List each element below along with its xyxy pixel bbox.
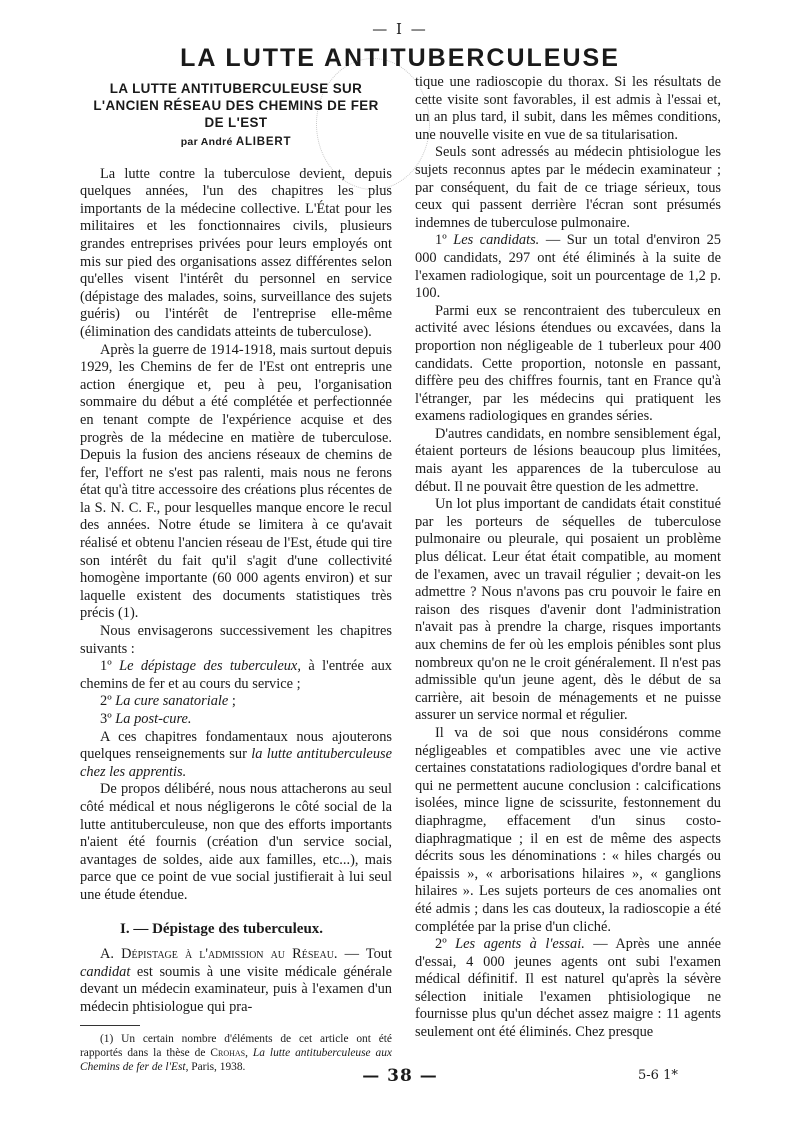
list-item: 2º La cure sanatoriale ; bbox=[100, 693, 236, 710]
paragraph: De propos délibéré, nous nous attacherons au seul côté médical et nous négligerons le côté social de la lutte antituberculeuse, non que des efforts importants n'aient été fournis (création d'un service social, avantages de soldes, aide aux familles, etc...), mais parce que ce point de vue social justifierait à lui seul une étude étendue. bbox=[80, 781, 392, 903]
paragraph: 1º Les candidats. — Sur un total d'environ 25 000 candidats, 297 ont été éliminés à la suite de l'examen radiologique, soit un pourcentage de 1,2 p. 100. bbox=[415, 232, 721, 302]
page-roman-numeral: — I — bbox=[372, 20, 428, 38]
page-number: — 38 — bbox=[362, 1066, 438, 1086]
paragraph: Parmi eux se rencontraient des tuberculeux en activité avec lésions étendues ou excavées, dans la proportion non négligeable de 1 tuberleux pour 400 candidats. Cette proportion, notonsle en passant, diffère peu des chiffres fournis, tant en France qu'à l'étranger, par les médecins qui pratiquent les examens radiologiques en grandes séries. bbox=[415, 302, 721, 425]
article-title-line: LA LUTTE ANTITUBERCULEUSE SUR bbox=[109, 81, 363, 96]
paragraph: A. Dépistage à l'admission au Réseau. — Tout candidat est soumis à une visite médicale générale devant un médecin examinateur, puis à l'examen d'un médecin phtisiologue qui pra- bbox=[80, 946, 392, 1015]
byline-author: ALIBERT bbox=[235, 136, 292, 148]
subsection-heading: A. Dépistage à l'admission au Réseau. bbox=[100, 946, 338, 963]
list-item: 1º Le dépistage des tuberculeux, à l'entrée aux chemins de fer et au cours du service ; bbox=[80, 658, 392, 692]
paragraph: tique une radioscopie du thorax. Si les résultats de cette visite sont favorables, il est admis à l'essai et, un an plus tard, il subit, dans les mêmes conditions, une nouvelle visite en vue de sa titularisation. bbox=[415, 74, 721, 143]
paragraph: 2º Les agents à l'essai. — Après une année d'essai, 4 000 jeunes agents ont subi l'examen médical définitif. Il est naturel qu'après la sévère sélection initiale l'examen phtisiologique ne fournisse plus qu'un déchet assez maigre : 11 agents seulement ont été éliminés. Chez presque bbox=[415, 936, 721, 1041]
left-column bbox=[80, 74, 392, 1074]
paragraph: A ces chapitres fondamentaux nous ajouterons quelques renseignements sur la lutte antituberculeuse chez les apprentis. bbox=[80, 728, 392, 780]
paragraph: Il va de soi que nous considérons comme négligeables et compatibles avec une vie active certaines constatations radiologiques d'ordre banal et qui ne permettent aucune conclusion : calcifications isolées, mince ligne de scissurite, festonnement du diaphragme, effacement d'un sinus costo-diaphragmatique ; il en est de même des aspects décrits sous les dénominations : « hiles chargés ou épaissis », « arborisations hilaires », « ganglions hilaires ». Les sujets porteurs de ces anomalies ont été admis ; dans les cas douteux, la radioscopie a été complétée par la prise d'un cliché. bbox=[415, 724, 721, 935]
byline bbox=[80, 134, 392, 152]
paragraph: Seuls sont adressés au médecin phtisiologue les sujets reconnus aptes par le médecin examinateur ; par conséquent, du fait de ce triage sérieux, tous ceux qui passent derrière l'écran sont présumés indemnes de tuberculose pulmonaire. bbox=[415, 144, 721, 231]
right-column bbox=[415, 74, 721, 1042]
paragraph: Un lot plus important de candidats était constitué par les porteurs de séquelles de tuberculose pulmonaire ou pleurale, qui posaient un problème plus délicat. Leur état était compatible, au moment de l'examen, avec un travail régulier ; devait-on les admettre ? Nous n'avons pas cru pouvoir le faire en raison des risques d'avenir dont l'administration n'avait pas à prendre la charge, risques importants aux chemins de fer où les emplois pénibles sont plus nombreux qu'on ne le croit généralement. Il n'est pas admissible qu'un jeune agent, dès le début de sa carrière, ait besoin de ménagements et ne puisse assurer un service normal et régulier. bbox=[415, 496, 721, 724]
section-heading: I. — Dépistage des tuberculeux. bbox=[120, 920, 324, 937]
paragraph: D'autres candidats, en nombre sensiblement égal, étaient porteurs de lésions beaucoup plus limitées, mais ayant les apparences de la tuberculose au début. Il ne pouvait être question de les admettre. bbox=[415, 425, 721, 495]
article-title bbox=[80, 80, 392, 131]
article-title-line: DE L'EST bbox=[204, 115, 268, 130]
main-title: LA LUTTE ANTITUBERCULEUSE bbox=[180, 44, 620, 72]
list-item: 3º La post-cure. bbox=[100, 711, 192, 727]
article-title-line: L'ANCIEN RÉSEAU DES CHEMINS DE FER bbox=[93, 98, 379, 113]
paragraph: Après la guerre de 1914-1918, mais surtout depuis 1929, les Chemins de fer de l'Est ont entrepris une action énergique et, peu à peu, l'organisation sommaire du début a été complétée et perfectionnée en tenant compte de l'expérience acquise et des progrès de la médecine en matière de tuberculose. Depuis la fusion des anciens réseaux de chemins de fer, l'effort ne s'est pas ralenti, mais nous ne ferons état qu'à titre accessoire des créations plus récentes de la S. N. C. F., pour lesquelles manque encore le recul des années. Notre étude se limitera à ce qu'avait réalisé et obtenu l'ancien réseau de l'Est, étude qui tire son intérêt du fait qu'il s'agit d'une collectivité homogène importante (60 000 agents environ) et sur laquelle existent des documents statistiques très précis (1). bbox=[80, 341, 392, 622]
paragraph: Nous envisagerons successivement les chapitres suivants : bbox=[80, 623, 392, 657]
byline-prefix: par André bbox=[180, 136, 233, 148]
paragraph: La lutte contre la tuberculose devient, depuis quelques années, l'un des chapitres les plus importants de la médecine collective. L'État pour les militaires et les fonctionnaires civils, plusieurs grandes entreprises privées pour leurs employés ont mis sur pied des organisations assez différentes selon qu'elles visent l'intérêt du personnel en service (dépistage des malades, soins, surveillance des sujets guéris) ou l'intérêt de l'entreprise elle-même (élimination des candidats atteints de tuberculose). bbox=[80, 165, 392, 340]
footnote: (1) Un certain nombre d'éléments de cet article ont été rapportés dans la thèse de Crohas, La lutte antituberculeuse aux Chemins de fer de l'Est, Paris, 1938. bbox=[80, 1032, 392, 1073]
signature-mark: 5-6 1* bbox=[638, 1068, 678, 1083]
footnote-divider bbox=[80, 1025, 140, 1026]
